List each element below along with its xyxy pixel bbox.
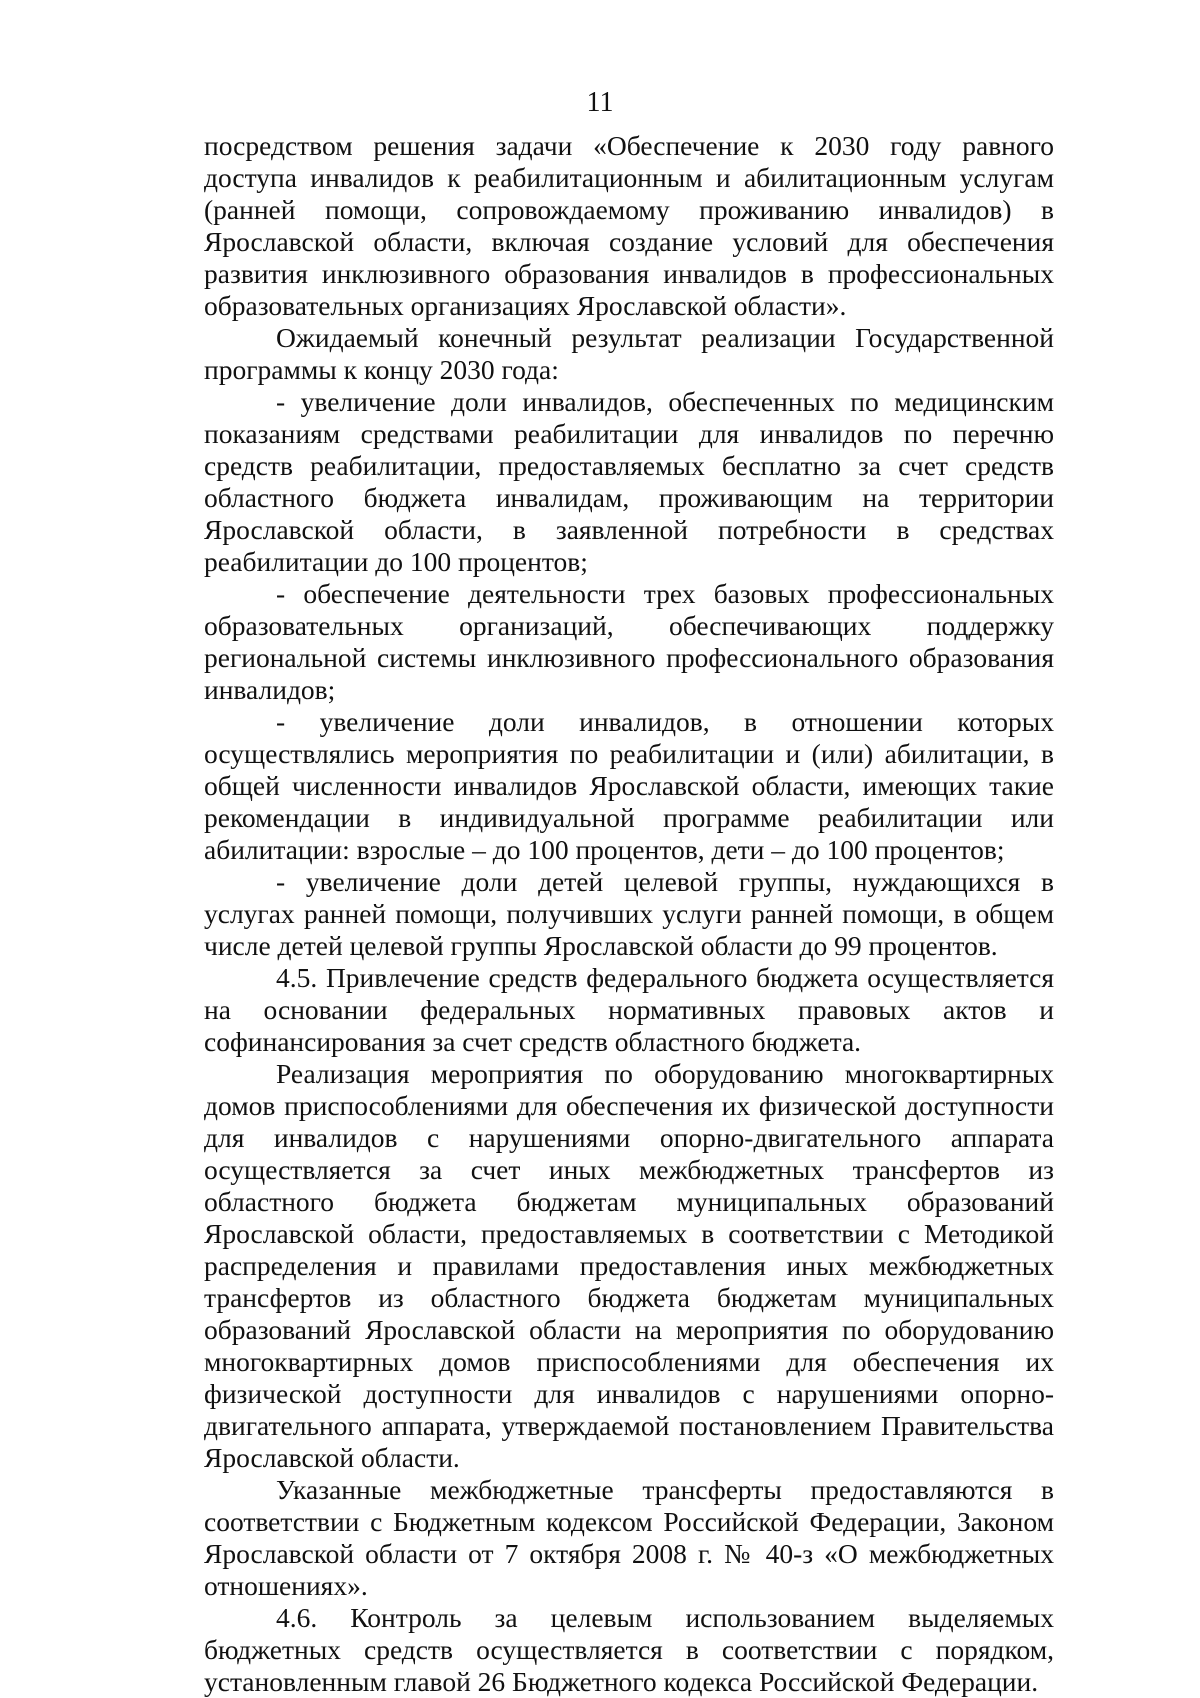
list-item-rehab-means: - увеличение доли инвалидов, обеспеченных по медицинским показаниям средствами реабилитации для инвалидов по перечню средств реабилитации, предоставляемых бесплатно за счет средств областного бюджета инвалидам, проживающим на территории Ярославской области, в заявленной потребности в средствах реабилитации до 100 процентов; (204, 386, 1054, 577)
paragraph-section-4-5: 4.5. Привлечение средств федерального бюджета осуществляется на основании федеральных нормативных правовых актов и софинансирования за счет средств областного бюджета. (204, 962, 1054, 1057)
list-item-base-organizations: - обеспечение деятельности трех базовых профессиональных образовательных организаций, обеспечивающих поддержку региональной системы инклюзивного профессионального образования инвалидов; (204, 578, 1054, 705)
page-number: 11 (586, 87, 614, 118)
document-body (204, 130, 1054, 1698)
list-item-early-help: - увеличение доли детей целевой группы, нуждающихся в услугах ранней помощи, получивших услуги ранней помощи, в общем числе детей целевой группы Ярославской области до 99 процентов. (204, 866, 1054, 961)
list-item-rehab-share: - увеличение доли инвалидов, в отношении которых осуществлялись мероприятия по реабилитации и (или) абилитации, в общей численности инвалидов Ярославской области, имеющих такие рекомендации в индивидуальной программе реабилитации или абилитации: взрослые – до 100 процентов, дети – до 100 процентов; (204, 706, 1054, 865)
paragraph-continuation: посредством решения задачи «Обеспечение к 2030 году равного доступа инвалидов к реабилитационным и абилитационным услугам (ранней помощи, сопровождаемому проживанию инвалидов) в Ярославской области, включая создание условий для обеспечения развития инклюзивного образования инвалидов в профессиональных образовательных организациях Ярославской области». (204, 130, 1054, 321)
paragraph-transfers: Указанные межбюджетные трансферты предоставляются в соответствии с Бюджетным кодексом Российской Федерации, Законом Ярославской области от 7 октября 2008 г. № 40-з «О межбюджетных отношениях». (204, 1474, 1054, 1601)
paragraph-expected-result: Ожидаемый конечный результат реализации Государственной программы к концу 2030 года: (204, 322, 1054, 385)
paragraph-housing-equipment: Реализация мероприятия по оборудованию многоквартирных домов приспособлениями для обеспечения их физической доступности для инвалидов с нарушениями опорно-двигательного аппарата осуществляется за счет иных межбюджетных трансфертов из областного бюджета бюджетам муниципальных образований Ярославской области, предоставляемых в соответствии с Методикой распределения и правилами предоставления иных межбюджетных трансфертов из областного бюджета бюджетам муниципальных образований Ярославской области на мероприятия по оборудованию многоквартирных домов приспособлениями для обеспечения их физической доступности для инвалидов с нарушениями опорно-двигательного аппарата, утверждаемой постановлением Правительства Ярославской области. (204, 1058, 1054, 1473)
paragraph-section-4-6: 4.6. Контроль за целевым использованием выделяемых бюджетных средств осуществляется в соответствии с порядком, установленным главой 26 Бюджетного кодекса Российской Федерации. (204, 1602, 1054, 1697)
